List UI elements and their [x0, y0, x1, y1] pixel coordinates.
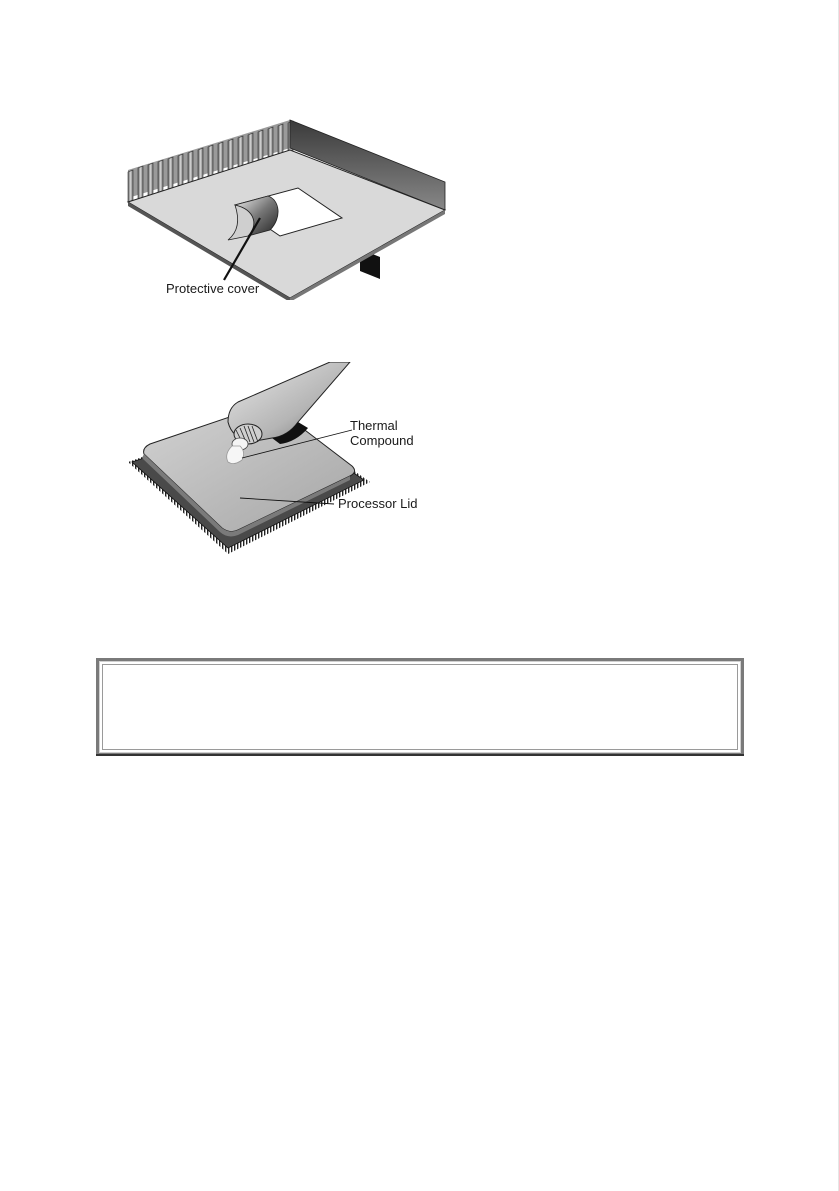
- note-box-shadow: [96, 754, 744, 756]
- callout-processor-lid: Processor Lid: [338, 496, 418, 511]
- heatsink-illustration: [120, 110, 460, 300]
- note-box: [96, 658, 744, 756]
- callout-thermal: Thermal: [350, 418, 398, 433]
- processor-figure: [120, 362, 460, 562]
- thermal-compound-blob: [227, 446, 244, 464]
- heatsink-figure: [120, 110, 460, 300]
- processor-illustration: [120, 362, 460, 562]
- callout-compound: Compound: [350, 433, 414, 448]
- callout-protective-cover: Protective cover: [166, 281, 260, 296]
